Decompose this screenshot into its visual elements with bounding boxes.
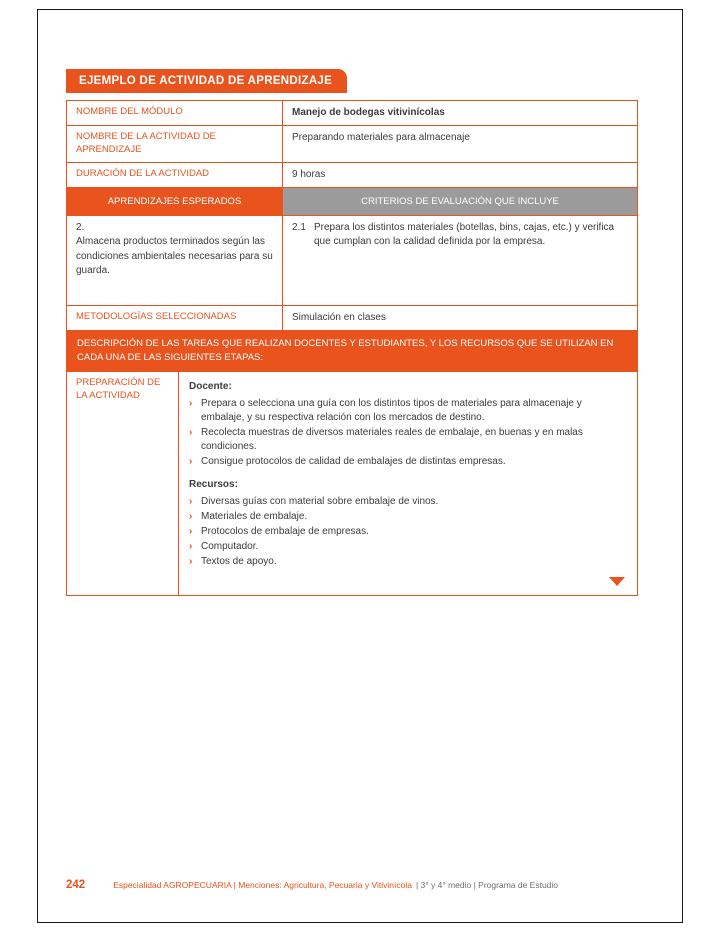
list-item: [189, 555, 627, 569]
docente-item-text: Prepara o selecciona una guía con los distintos tipos de materiales para almacenaje y embalaje, y su respectiva relación con los mercados de destino.: [201, 398, 582, 424]
preparation-content: [179, 372, 637, 595]
duration-label: DURACIÓN DE LA ACTIVIDAD: [67, 163, 283, 187]
methodology-label: METODOLOGÍAS SELECCIONADAS: [67, 306, 283, 330]
continuation-arrow-icon: [609, 577, 625, 586]
list-item: [189, 540, 627, 554]
tasks-description-band: DESCRIPCIÓN DE LAS TAREAS QUE REALIZAN DOCENTES Y ESTUDIANTES, Y LOS RECURSOS QUE SE UTILIZAN EN CADA UNA DE LAS SIGUIENTES ETAPAS:: [67, 331, 637, 373]
criteria-number: 2.1: [292, 221, 306, 233]
docente-heading: Docente:: [189, 381, 232, 393]
footer-program-text: | 3° y 4° medio | Programa de Estudio: [415, 880, 559, 890]
bullet-icon: ›: [189, 496, 193, 508]
bullet-icon: ›: [189, 456, 193, 468]
list-item: [189, 510, 627, 524]
bullet-icon: ›: [189, 398, 193, 410]
bullet-icon: ›: [189, 427, 193, 439]
learning-cell: [67, 216, 283, 305]
criteria-text: Prepara los distintos materiales (botellas, bins, cajas, etc.) y verifica que cumplan con la calidad definida por la empresa.: [314, 221, 615, 247]
activity-name-value: Preparando materiales para almacenaje: [292, 132, 470, 143]
footer-specialty-text: Especialidad AGROPECUARIA | Menciones: Agricultura, Pecuaria y Vitivinícola: [113, 880, 412, 890]
bullet-icon: ›: [189, 526, 193, 538]
bullet-icon: ›: [189, 511, 193, 523]
recursos-item-text: Diversas guías con material sobre embalaje de vinos.: [201, 496, 439, 508]
activity-table: [66, 100, 638, 596]
page-number: 242: [66, 879, 86, 891]
duration-value: 9 horas: [292, 168, 326, 180]
docente-item-text: Recolecta muestras de diversos materiales reales de embalaje, en buenas y en malas condiciones.: [201, 427, 583, 453]
table-row-module: [67, 101, 637, 126]
recursos-heading: Recursos:: [189, 479, 238, 491]
table-row-learning: [67, 216, 637, 306]
table-row-preparation: [67, 372, 637, 595]
list-item: [189, 525, 627, 539]
page-content: [66, 69, 638, 596]
criteria-cell: [283, 216, 637, 305]
list-item: [189, 397, 627, 425]
recursos-item-text: Protocolos de embalaje de empresas.: [201, 526, 369, 538]
page-footer: [66, 879, 638, 891]
docente-item-text: Consigue protocolos de calidad de embalajes de distintas empresas.: [201, 456, 506, 468]
evaluation-criteria-header: CRITERIOS DE EVALUACIÓN QUE INCLUYE: [283, 188, 637, 215]
table-row-activity-name: [67, 126, 637, 163]
recursos-item-text: Materiales de embalaje.: [201, 511, 308, 523]
list-item: [189, 455, 627, 469]
bullet-icon: ›: [189, 556, 193, 568]
expected-learning-header: APRENDIZAJES ESPERADOS: [67, 188, 283, 215]
table-row-duration: [67, 163, 637, 188]
recursos-item-text: Computador.: [201, 541, 259, 553]
learning-number: 2.: [76, 221, 85, 233]
table-row-methodology: [67, 306, 637, 331]
module-label: NOMBRE DEL MÓDULO: [67, 101, 283, 125]
activity-example-title-tab: EJEMPLO DE ACTIVIDAD DE APRENDIZAJE: [66, 69, 347, 93]
module-value: Manejo de bodegas vitivinícolas: [292, 107, 445, 118]
recursos-item-text: Textos de apoyo.: [201, 556, 277, 568]
preparation-label: PREPARACIÓN DE LA ACTIVIDAD: [67, 372, 179, 595]
criteria-item: [292, 221, 628, 249]
learning-text: Almacena productos terminados según las condiciones ambientales necesarias para su guarda.: [76, 236, 273, 277]
table-header-row: [67, 188, 637, 216]
bullet-icon: ›: [189, 541, 193, 553]
activity-name-label: NOMBRE DE LA ACTIVIDAD DE APRENDIZAJE: [67, 126, 283, 162]
methodology-value: Simulación en clases: [292, 311, 386, 323]
list-item: [189, 495, 627, 509]
list-item: [189, 426, 627, 454]
